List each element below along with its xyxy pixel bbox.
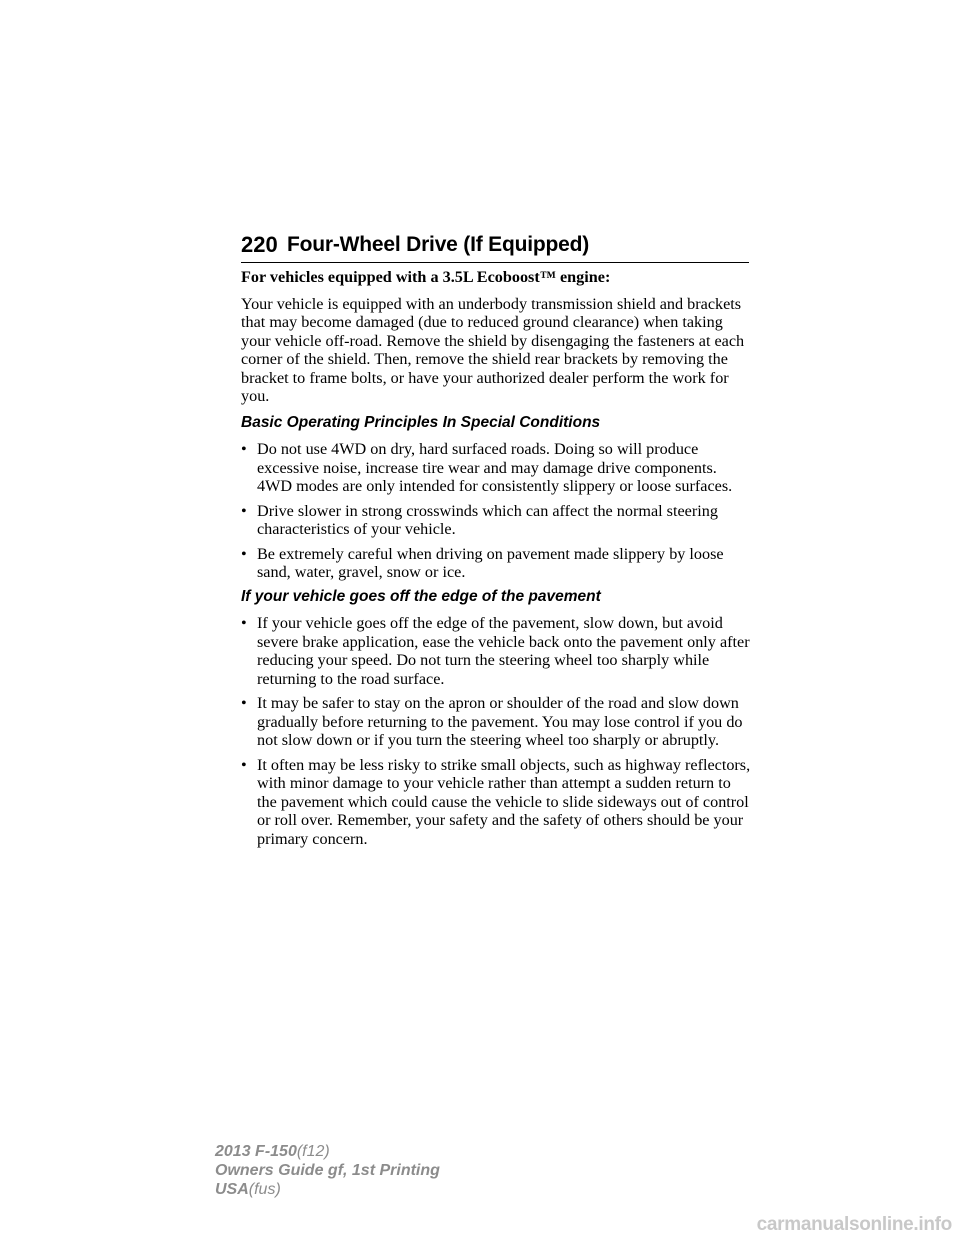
ecoboost-paragraph: Your vehicle is equipped with an underbody transmission shield and brackets that may become damaged (due to reduced ground clearance) when taking your vehicle off-road. Remove the shield by disengaging the fasteners at each corner of the shield. Then, remove the shield rear brackets by removing the bracket to frame bolts, or have your authorized dealer perform the work for you. — [241, 294, 745, 405]
ecoboost-heading: For vehicles equipped with a 3.5L Ecoboost™ engine: — [241, 268, 611, 286]
bullet-icon: • — [241, 501, 247, 520]
footer-line-market — [215, 1180, 440, 1199]
list-item — [241, 502, 753, 539]
list-item — [241, 440, 753, 496]
footer-market: USA — [215, 1181, 249, 1198]
list-item-text: It may be safer to stay on the apron or shoulder of the road and slow down gradually before returning to the pavement. You may lose control if you do not slow down or if you turn the steering wheel too sharply or abruptly. — [257, 694, 743, 749]
footer-market-code: (fus) — [248, 1181, 281, 1198]
footer-guide: Owners Guide gf, 1st Printing — [215, 1162, 440, 1179]
bullet-icon: • — [241, 440, 247, 458]
list-item — [241, 694, 753, 750]
list-item-text: If your vehicle goes off the edge of the pavement, slow down, but avoid severe brake application, ease the vehicle back onto the pavement only after reducing your speed. Do not turn the steering wheel too sharply while returning to the road surface. — [257, 614, 750, 688]
special-conditions-list — [241, 440, 753, 582]
page-number: 220 — [241, 232, 278, 257]
list-item-text: It often may be less risky to strike small objects, such as highway reflectors, with minor damage to your vehicle rather than attempt a sudden return to the pavement which could cause the vehicle to slide sideways out of control or roll over. Remember, your safety and the safety of others should be your primary concern. — [257, 755, 751, 848]
list-item — [241, 756, 753, 849]
off-pavement-list — [241, 614, 753, 848]
special-conditions-heading: Basic Operating Principles In Special Conditions — [241, 413, 601, 431]
list-item — [241, 545, 753, 582]
bullet-icon: • — [241, 755, 247, 774]
bullet-icon: • — [241, 544, 247, 563]
page-content — [241, 268, 753, 854]
list-item — [241, 614, 753, 688]
footer-model: 2013 F-150 — [215, 1143, 297, 1160]
list-item-text: Be extremely careful when driving on pavement made slippery by loose sand, water, gravel, snow or ice. — [257, 544, 724, 581]
section-title: Four-Wheel Drive (If Equipped) — [287, 233, 589, 256]
page-header — [241, 230, 749, 263]
bullet-icon: • — [241, 614, 247, 632]
print-footer — [215, 1142, 440, 1199]
list-item-text: Do not use 4WD on dry, hard surfaced roads. Doing so will produce excessive noise, increase tire wear and may damage drive components. 4WD modes are only intended for consistently slippery or loose surfaces. — [257, 440, 733, 495]
off-pavement-heading: If your vehicle goes off the edge of the pavement — [241, 587, 601, 605]
list-item-text: Drive slower in strong crosswinds which can affect the normal steering characteristics of your vehicle. — [257, 501, 718, 538]
watermark: carmanualsonline.info — [756, 1214, 952, 1235]
bullet-icon: • — [241, 694, 247, 712]
footer-model-code: (f12) — [296, 1143, 330, 1160]
footer-line-model — [215, 1142, 440, 1161]
footer-line-guide — [215, 1161, 440, 1180]
